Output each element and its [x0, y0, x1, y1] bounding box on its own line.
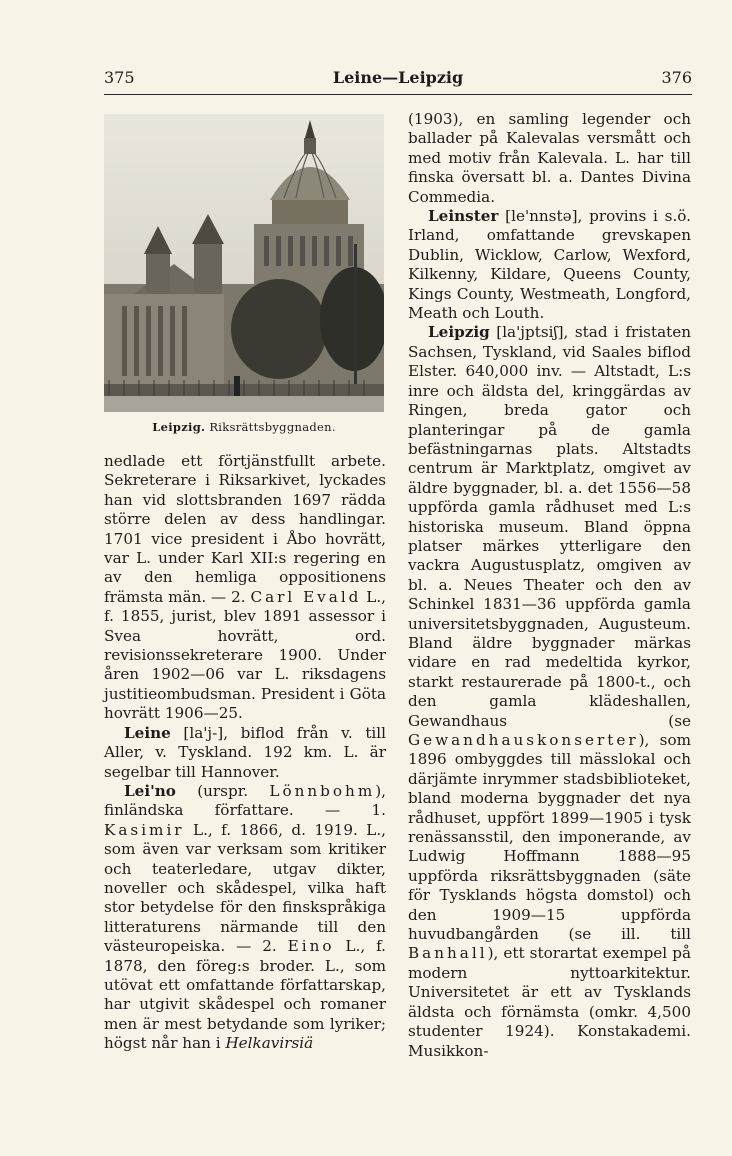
- text: L., f. 1866, d. 1919. L., som även var verksam som kritiker och teaterledare, utgav dikter, noveller och skådespel, vilka haft stor betydelse för den finskspråkiga litteraturens närmande till den västeuropeiska. — 2.: [104, 820, 386, 956]
- right-column: [408, 110, 691, 1061]
- spaced-name: Eino: [287, 937, 335, 956]
- entry-leinster: [408, 207, 691, 323]
- text: ), som 1896 ombyggdes till mässlokal och därjämte inrymmer stadsbiblioteket, bland moderna byggnader det nya rådhuset, uppfört 1899—1905 i tysk renässansstil, den imponerande, av Ludwig Hoffmann 1888—95 uppförda riksrättsbyggnaden (säte för Tysklands högsta domstol) och den 1909—15 uppförda huvudbangården (se ill. till: [408, 731, 691, 944]
- entry-continuation: [104, 452, 386, 724]
- text: [la'j-], biflod från v. till Aller, v. Tyskland. 192 km. L. är segelbar till Hannover.: [104, 723, 386, 781]
- headword: Leinster: [428, 207, 499, 226]
- spaced-reference: Gewandhauskonserter: [408, 731, 639, 749]
- text: ), finländska författare. — 1.: [104, 781, 386, 820]
- building-photo-image: [104, 114, 384, 412]
- work-title: Helkavirsiä: [225, 1034, 314, 1053]
- entry-leino: [104, 782, 386, 1054]
- spaced-name: Kasimir: [104, 820, 185, 839]
- spaced-name: Lönnbohm: [269, 781, 376, 800]
- text: [la'jptsiʃ], stad i fristaten Sachsen, Tyskland, vid Saales biflod Elster. 640,000 inv. — Altstadt, L:s inre och äldsta del, kringgärdas av Ringen, breda gator och planteringar på de gamla befästningarnas plats. Altstadts centrum är Marktplatz, omgivet av äldre byggnader, bl. a. det 1556—58 uppförda gamla rådhuset med L:s historiska museum. Bland öppna platser märkes ytterligare den vackra Augustusplatz, omgiven av bl. a. Neues Theater och den av Schinkel 1831—36 uppförda gamla universitetsbyggnaden, Augusteum. Bland äldre byggnader märkas vidare en rad medeltida kyrkor, starkt restaurerade på 1800-t., och den gamla klädeshallen, Gewandhaus (se: [408, 323, 691, 730]
- caption-text: Riksrättsbyggnaden.: [209, 420, 336, 434]
- headword: Leipzig: [428, 323, 490, 342]
- caption-place: Leipzig.: [152, 420, 206, 434]
- page-header: [104, 66, 692, 95]
- text: ), ett storartat exempel på modern nyttoarkitektur. Universitetet är ett av Tysklands äldsta och förnämsta (omkr. 4,500 studenter 1924). Konstakademi. Musikkon-: [408, 944, 691, 1060]
- headword: Lei'no: [124, 781, 176, 800]
- entry-leine: [104, 724, 386, 782]
- text: nedlade ett förtjänstfullt arbete. Sekreterare i Riksarkivet, lyckades han vid slottsbranden 1697 rädda större delen av dess handlingar. 1701 vice president i Åbo hovrätt, var L. under Karl XII:s regering en av den hemliga oppositionens främsta män. — 2.: [104, 452, 386, 606]
- page-number-right: 376: [661, 68, 692, 87]
- spaced-reference: Banhall: [408, 944, 488, 963]
- headword: Leine: [124, 723, 171, 742]
- entry-leipzig: [408, 323, 691, 1060]
- text: L., f. 1855, jurist, blev 1891 assessor i Svea hovrätt, ord. revisionssekreterare 1900. Under åren 1902—06 var L. riksdagens justitieombudsman. President i Göta hovrätt 1906—25.: [104, 587, 387, 723]
- page-number-left: 375: [104, 68, 135, 87]
- entry-continuation: (1903), en samling legender och ballader på Kalevalas versmått och med motiv från Kalevala. L. har till finska översatt bl. a. Dantes Divina Commedia.: [408, 110, 691, 206]
- left-column: [104, 452, 386, 1054]
- text: (urspr.: [175, 781, 270, 800]
- text: L., f. 1878, den föreg:s broder. L., som utövat ett omfattande författarskap, har utgivit skådespel och romaner men är mest betydande som lyriker; högst når han i: [104, 937, 387, 1053]
- figure-caption: [104, 420, 384, 434]
- text: [le'nnstə], provins i s.ö. Irland, omfattande grevskapen Dublin, Wicklow, Carlow, Wexford, Kilkenny, Kildare, Queens County, Kings County, Westmeath, Longford, Meath och Louth.: [408, 207, 691, 323]
- running-title: Leine—Leipzig: [332, 68, 464, 87]
- spaced-name: Carl Evald: [250, 587, 362, 606]
- figure-photo: [104, 114, 384, 412]
